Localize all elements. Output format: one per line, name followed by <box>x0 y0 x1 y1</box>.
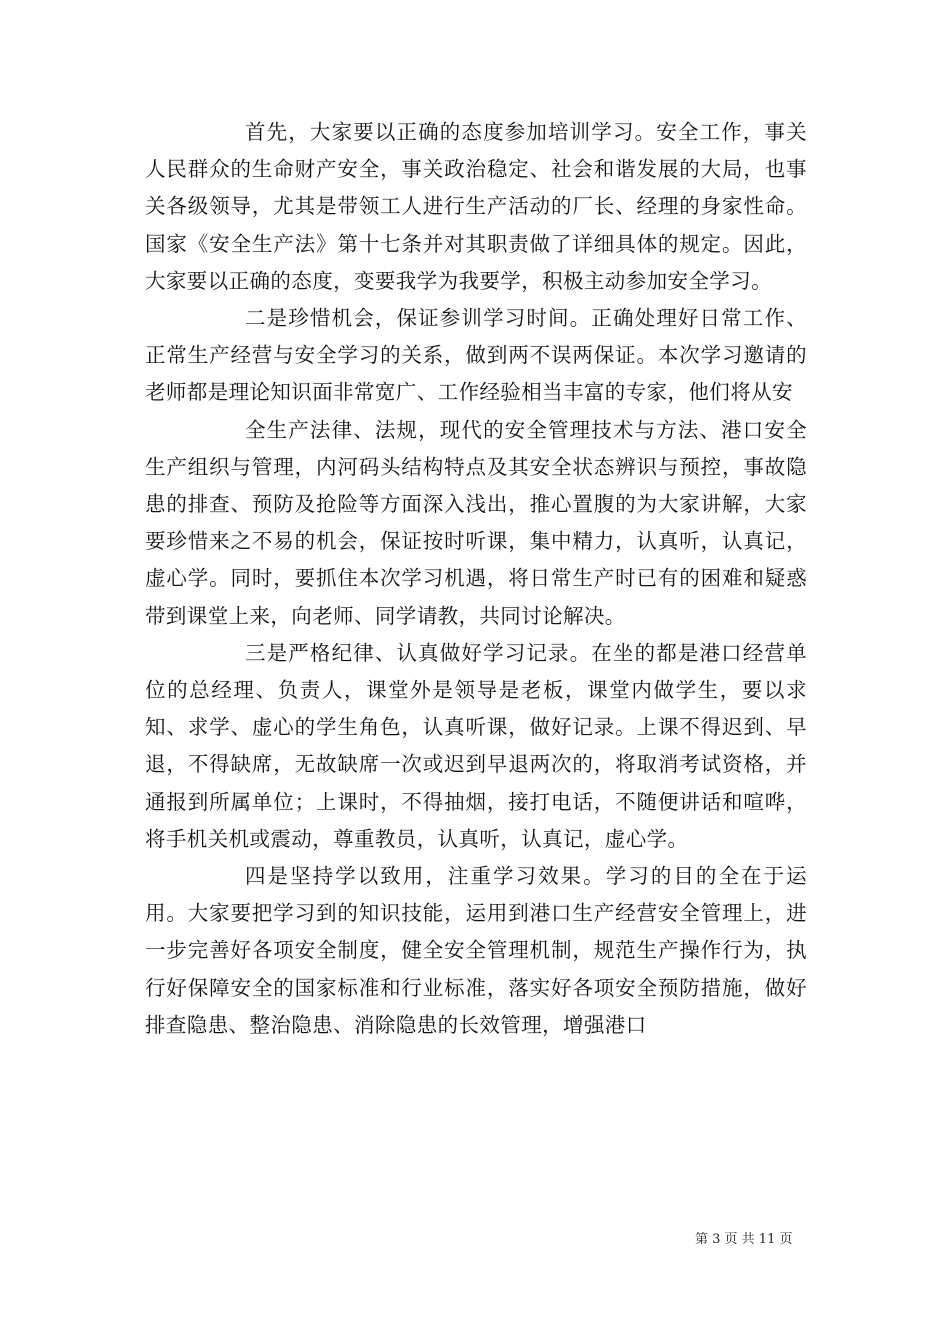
paragraph-course-content: 全生产法律、法规，现代的安全管理技术与方法、港口安全生产组织与管理，内河码头结构特点及其安全状态辨识与预控，事故隐患的排查、预防及抢险等方面深入浅出，推心置腹的为大家讲解，大家要珍惜来之不易的机会，保证按时听课，集中精力，认真听，认真记，虚心学。同时，要抓住本次学习机遇，将日常生产时已有的困难和疑惑带到课堂上来，向老师、同学请教，共同讨论解决。 <box>145 417 807 628</box>
paragraph-attitude: 首先，大家要以正确的态度参加培训学习。安全工作，事关人民群众的生命财产安全，事关政治稳定、社会和谐发展的大局，也事关各级领导，尤其是带领工人进行生产活动的厂长、经理的身家性命。国家《安全生产法》第十七条并对其职责做了详细具体的规定。因此，大家要以正确的态度，变要我学为我要学，积极主动参加安全学习。 <box>145 120 807 293</box>
paragraph-apply-learning: 四是坚持学以致用，注重学习效果。学习的目的全在于运用。大家要把学习到的知识技能，运用到港口生产经营安全管理上，进一步完善好各项安全制度，健全安全管理机制，规范生产操作行为，执行好保障安全的国家标准和行业标准，落实好各项安全预防措施，做好排查隐患、整治隐患、消除隐患的长效管理，增强港口 <box>145 864 807 1037</box>
document-body <box>145 114 807 1044</box>
page-number-footer: 第 3 页 共 11 页 <box>695 1232 793 1247</box>
paragraph-cherish-opportunity: 二是珍惜机会，保证参训学习时间。正确处理好日常工作、正常生产经营与安全学习的关系，做到两不误两保证。本次学习邀请的老师都是理论知识面非常宽广、工作经验相当丰富的专家，他们将从安 <box>145 306 807 405</box>
paragraph-discipline: 三是严格纪律、认真做好学习记录。在坐的都是港口经营单位的总经理、负责人，课堂外是领导是老板，课堂内做学生，要以求知、求学、虚心的学生角色，认真听课，做好记录。上课不得迟到、早退，不得缺席，无故缺席一次或迟到早退两次的，将取消考试资格，并通报到所属单位；上课时，不得抽烟，接打电话，不随便讲话和喧哗，将手机关机或震动，尊重教员，认真听，认真记，虚心学。 <box>145 640 807 851</box>
